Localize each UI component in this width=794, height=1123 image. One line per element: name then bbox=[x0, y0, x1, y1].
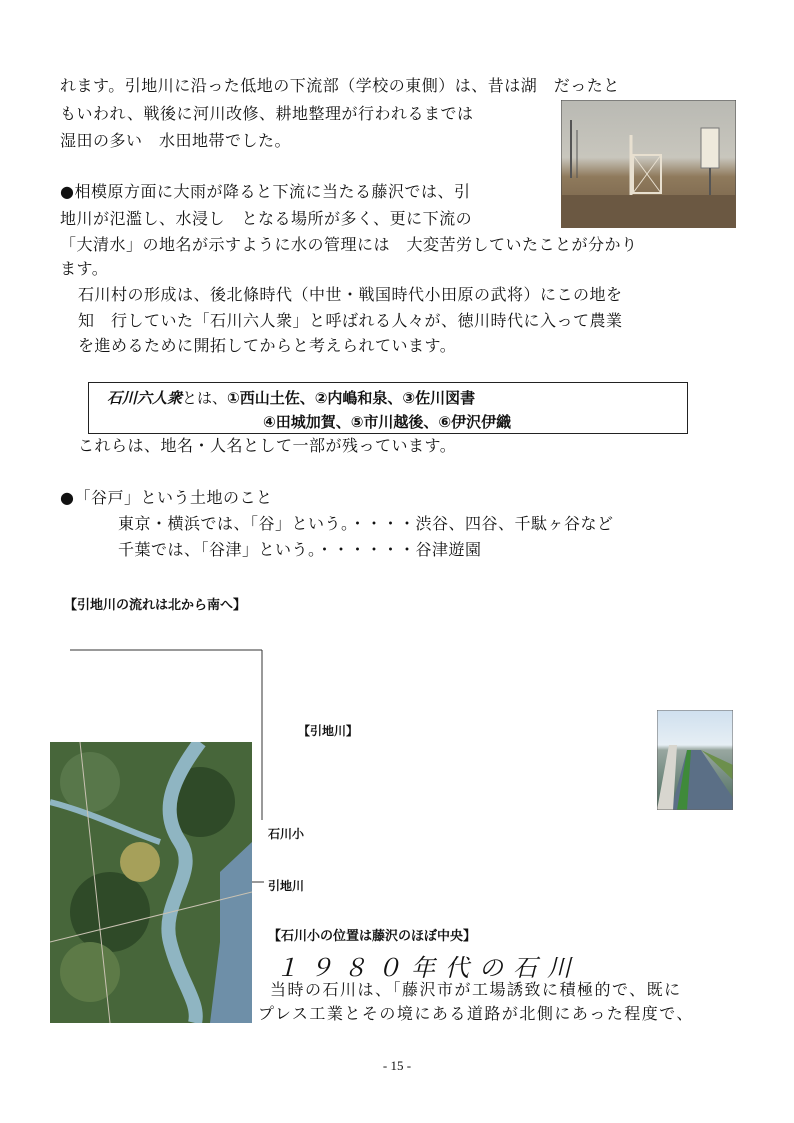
hikiji-top-label: 【引地川】 bbox=[298, 724, 359, 738]
body-line-7: ます。 bbox=[60, 259, 109, 278]
yato-line-1: 東京・横浜では、「谷」という。・・・・渋谷、四谷、千駄ヶ谷など bbox=[118, 514, 614, 533]
yato-title: ●「谷戸」という土地のこと bbox=[60, 488, 273, 507]
after-box-text: これらは、地名・人名として一部が残っています。 bbox=[78, 436, 457, 455]
body-line-3: 湿田の多い 水田地帯でした。 bbox=[60, 131, 292, 150]
body-line-8: 石川村の形成は、後北條時代（中世・戦国時代小田原の武将）にこの地を bbox=[78, 285, 623, 304]
page-number: - 15 - bbox=[382, 1058, 412, 1073]
river-label: 引地川 bbox=[268, 879, 305, 893]
body-line-5: 地川が氾濫し、水浸し となる場所が多く、更に下流の bbox=[60, 209, 473, 228]
field-sign-photo bbox=[561, 100, 736, 228]
body-line-10: を進めるために開拓してからと考えられています。 bbox=[78, 336, 457, 355]
aerial-map-photo bbox=[50, 742, 252, 1023]
history-text-1: 当時の石川は、「藤沢市が工場誘致に積極的で、既に bbox=[270, 980, 682, 999]
school-label: 石川小 bbox=[268, 827, 305, 841]
six-clans-lead-suffix: とは、 bbox=[182, 389, 228, 407]
six-clans-box bbox=[88, 382, 688, 434]
body-line-4: ●相模原方面に大雨が降ると下流に当たる藤沢では、引 bbox=[60, 182, 471, 201]
six-clans-line-2: ④田城加賀、⑤市川越後、⑥伊沢伊織 bbox=[263, 413, 512, 431]
yato-line-2: 千葉では、「谷津」という。・・・・・・谷津遊園 bbox=[118, 540, 482, 559]
body-line-1: れます。引地川に沿った低地の下流部（学校の東側）は、昔は湖 だったと bbox=[60, 76, 620, 95]
six-clans-lead: 石川六人衆 bbox=[107, 389, 183, 407]
body-line-9: 知 行していた「石川六人衆」と呼ばれる人々が、徳川時代に入って農業 bbox=[78, 311, 623, 330]
six-clans-line-1: ①西山土佐、②内嶋和泉、③佐川図書 bbox=[227, 389, 476, 407]
body-line-6: 「大清水」の地名が示すように水の管理には 大変苦労していたことが分かり bbox=[60, 235, 638, 254]
section-heading-1980s: １９８０年代の石川 bbox=[275, 954, 581, 982]
body-line-2: もいわれ、戦後に河川改修、耕地整理が行われるまでは bbox=[60, 104, 474, 123]
river-photo bbox=[657, 710, 733, 810]
map-section-title: 【引地川の流れは北から南へ】 bbox=[64, 598, 247, 613]
school-location-caption: 【石川小の位置は藤沢のほぼ中央】 bbox=[268, 929, 477, 944]
history-text-2: プレス工業とその境にある道路が北側にあった程度で、 bbox=[258, 1004, 694, 1023]
